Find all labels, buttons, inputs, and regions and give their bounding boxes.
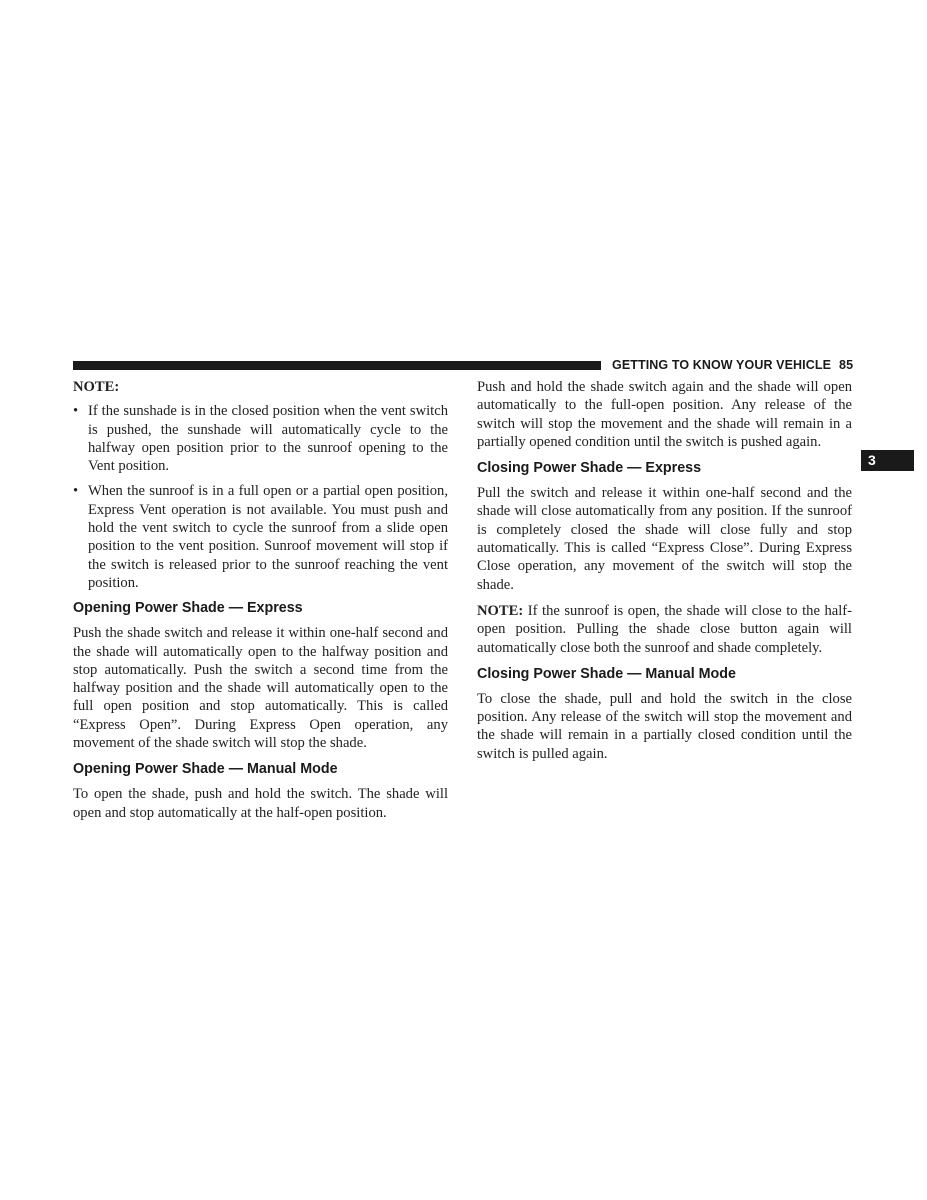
section-body: Push the shade switch and release it within one-half second and the shade will automatically open to the halfway position and stop automatically. Push the switch a second time from the halfway position and the shade will automatically open to the full open position and stop automatically. This is called “Express Open”. During Express Open operation, any movement of the shade switch will stop the shade. bbox=[73, 625, 448, 752]
note-paragraph bbox=[477, 602, 852, 657]
bullet-icon: • bbox=[73, 483, 79, 500]
section-heading: Closing Power Shade — Manual Mode bbox=[477, 665, 736, 682]
list-item bbox=[73, 402, 448, 475]
note-label: NOTE: bbox=[477, 602, 524, 619]
section-body: To open the shade, push and hold the switch. The shade will open and stop automatically at the half-open position. bbox=[73, 786, 448, 821]
note-text: If the sunroof is open, the shade will close to the half-open position. Pulling the shade close button again will automatically close both the sunroof and shade completely. bbox=[477, 602, 852, 656]
section-heading: Closing Power Shade — Express bbox=[477, 460, 702, 477]
right-column bbox=[477, 378, 852, 771]
section-heading: Opening Power Shade — Express bbox=[73, 600, 303, 617]
section-body: Pull the switch and release it within one-half second and the shade will close automatically from any position. If the sunroof is completely closed the shade will close fully and stop automatically. This is called “Express Close”. During Express Close operation, any movement of the switch will stop the shade. bbox=[477, 485, 852, 593]
note-bullet-list bbox=[73, 402, 448, 592]
bullet-text: If the sunshade is in the closed position when the vent switch is pushed, the sunshade will automatically cycle to the halfway open position prior to the sunroof opening to the Vent position. bbox=[88, 403, 448, 475]
bullet-icon: • bbox=[73, 403, 79, 420]
list-item bbox=[73, 482, 448, 592]
header-rule bbox=[73, 361, 601, 370]
chapter-tab: 3 bbox=[861, 450, 914, 471]
note-label: NOTE: bbox=[73, 379, 120, 395]
bullet-text: When the sunroof is in a full open or a partial open position, Express Vent operation is not available. You must push and hold the vent switch to cycle the sunroof from a slide open position to the vent position. Sunroof movement will stop if the switch is released prior to the sunroof reaching the vent position. bbox=[88, 483, 448, 591]
section-heading: Opening Power Shade — Manual Mode bbox=[73, 761, 338, 778]
page-number: 85 bbox=[839, 358, 854, 372]
section-body: To close the shade, pull and hold the switch in the close position. Any release of the switch will stop the movement and the shade will remain in a partially closed condition until the switch is pulled again. bbox=[477, 690, 852, 762]
running-header bbox=[612, 358, 857, 372]
intro-paragraph: Push and hold the shade switch again and the shade will open automatically to the full-open position. Any release of the switch will stop the movement and the shade will remain in a partially opened condition until the switch is pushed again. bbox=[477, 379, 852, 450]
left-column bbox=[73, 378, 448, 830]
section-title: GETTING TO KNOW YOUR VEHICLE bbox=[612, 358, 832, 372]
